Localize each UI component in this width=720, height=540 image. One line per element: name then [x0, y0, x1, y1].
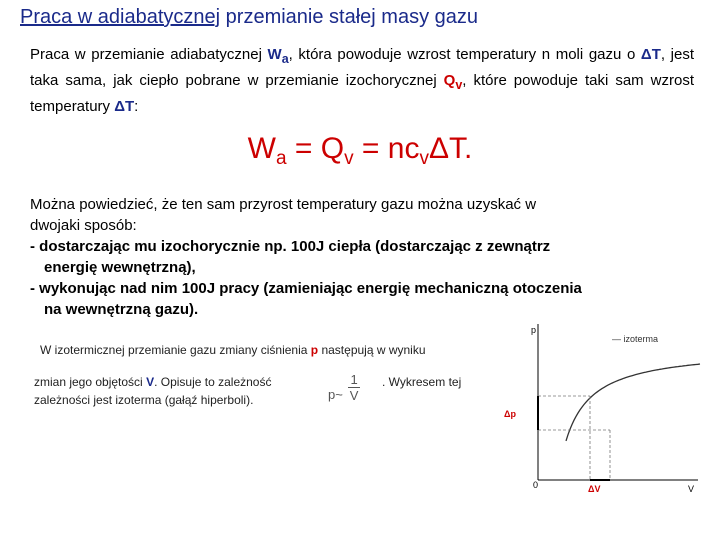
iso-line-2a: zmian jego objętości V. Opisuje to zależność: [34, 375, 272, 389]
main-formula: $W_a = Q_v = nc_v\Delta T$.: [247, 132, 473, 169]
dv-label: ΔV: [588, 484, 601, 494]
isotherm-graph: [500, 320, 710, 500]
qv-symbol: $Q_v$: [443, 72, 463, 92]
intro-paragraph: [30, 44, 694, 117]
explanation-paragraph: [30, 194, 694, 320]
iso-line-1: W izotermicznej przemianie gazu zmiany ciśnienia p następują w wyniku: [40, 343, 426, 357]
isotherm-curve: [566, 364, 700, 441]
delta-t-symbol-1: ΔT: [640, 46, 661, 63]
iso-line-3: zależności jest izoterma (gałąź hiperboli).: [34, 393, 254, 407]
bullet-1-cont: energię wewnętrzną),: [44, 259, 196, 276]
title-rest: przemianie stałej masy gazu: [220, 6, 478, 28]
intro-text-3: , jest taka sama, jak ciepło pobrane w przemianie izochorycznej: [30, 46, 694, 89]
v-symbol: V: [146, 375, 155, 389]
bullet-1: - dostarczając mu izochorycznie np. 100J ciepła (dostarczając z zewnątrz: [30, 238, 551, 255]
intro-text-2: , która powoduje wzrost temperatury n moli gazu o: [288, 46, 641, 63]
bullet-2: - wykonując nad nim 100J pracy (zamieniając energię mechaniczną otoczenia: [30, 280, 582, 297]
wa-symbol: $W_a$: [267, 46, 289, 66]
y-axis-label: p: [531, 325, 537, 335]
dp-label: Δp: [504, 409, 516, 419]
intro-text-5: :: [134, 98, 139, 115]
iso-line-2b: . Wykresem tej: [382, 375, 462, 389]
legend-isotherm: — izoterma: [612, 334, 659, 344]
intro-text-4: , które powoduje taki sam wzrost temperatury: [30, 72, 695, 115]
page-title: [20, 6, 700, 29]
p-symbol: p: [310, 343, 319, 357]
origin-label: 0: [533, 480, 539, 490]
explanation-line-2: dwojaki sposób:: [30, 217, 137, 234]
x-axis-label: V: [688, 484, 695, 494]
bullet-2-cont: na wewnętrzną gazu).: [44, 301, 199, 318]
title-underlined: Praca w adiabatycznej: [20, 6, 221, 28]
proportional-formula: p~ $\frac{1}{V}$: [328, 372, 359, 403]
delta-t-symbol-2: ΔT: [114, 98, 135, 115]
intro-text-1: Praca w przemianie adiabatycznej: [30, 46, 268, 63]
explanation-line-1: Można powiedzieć, że ten sam przyrost temperatury gazu można uzyskać w: [30, 196, 537, 213]
